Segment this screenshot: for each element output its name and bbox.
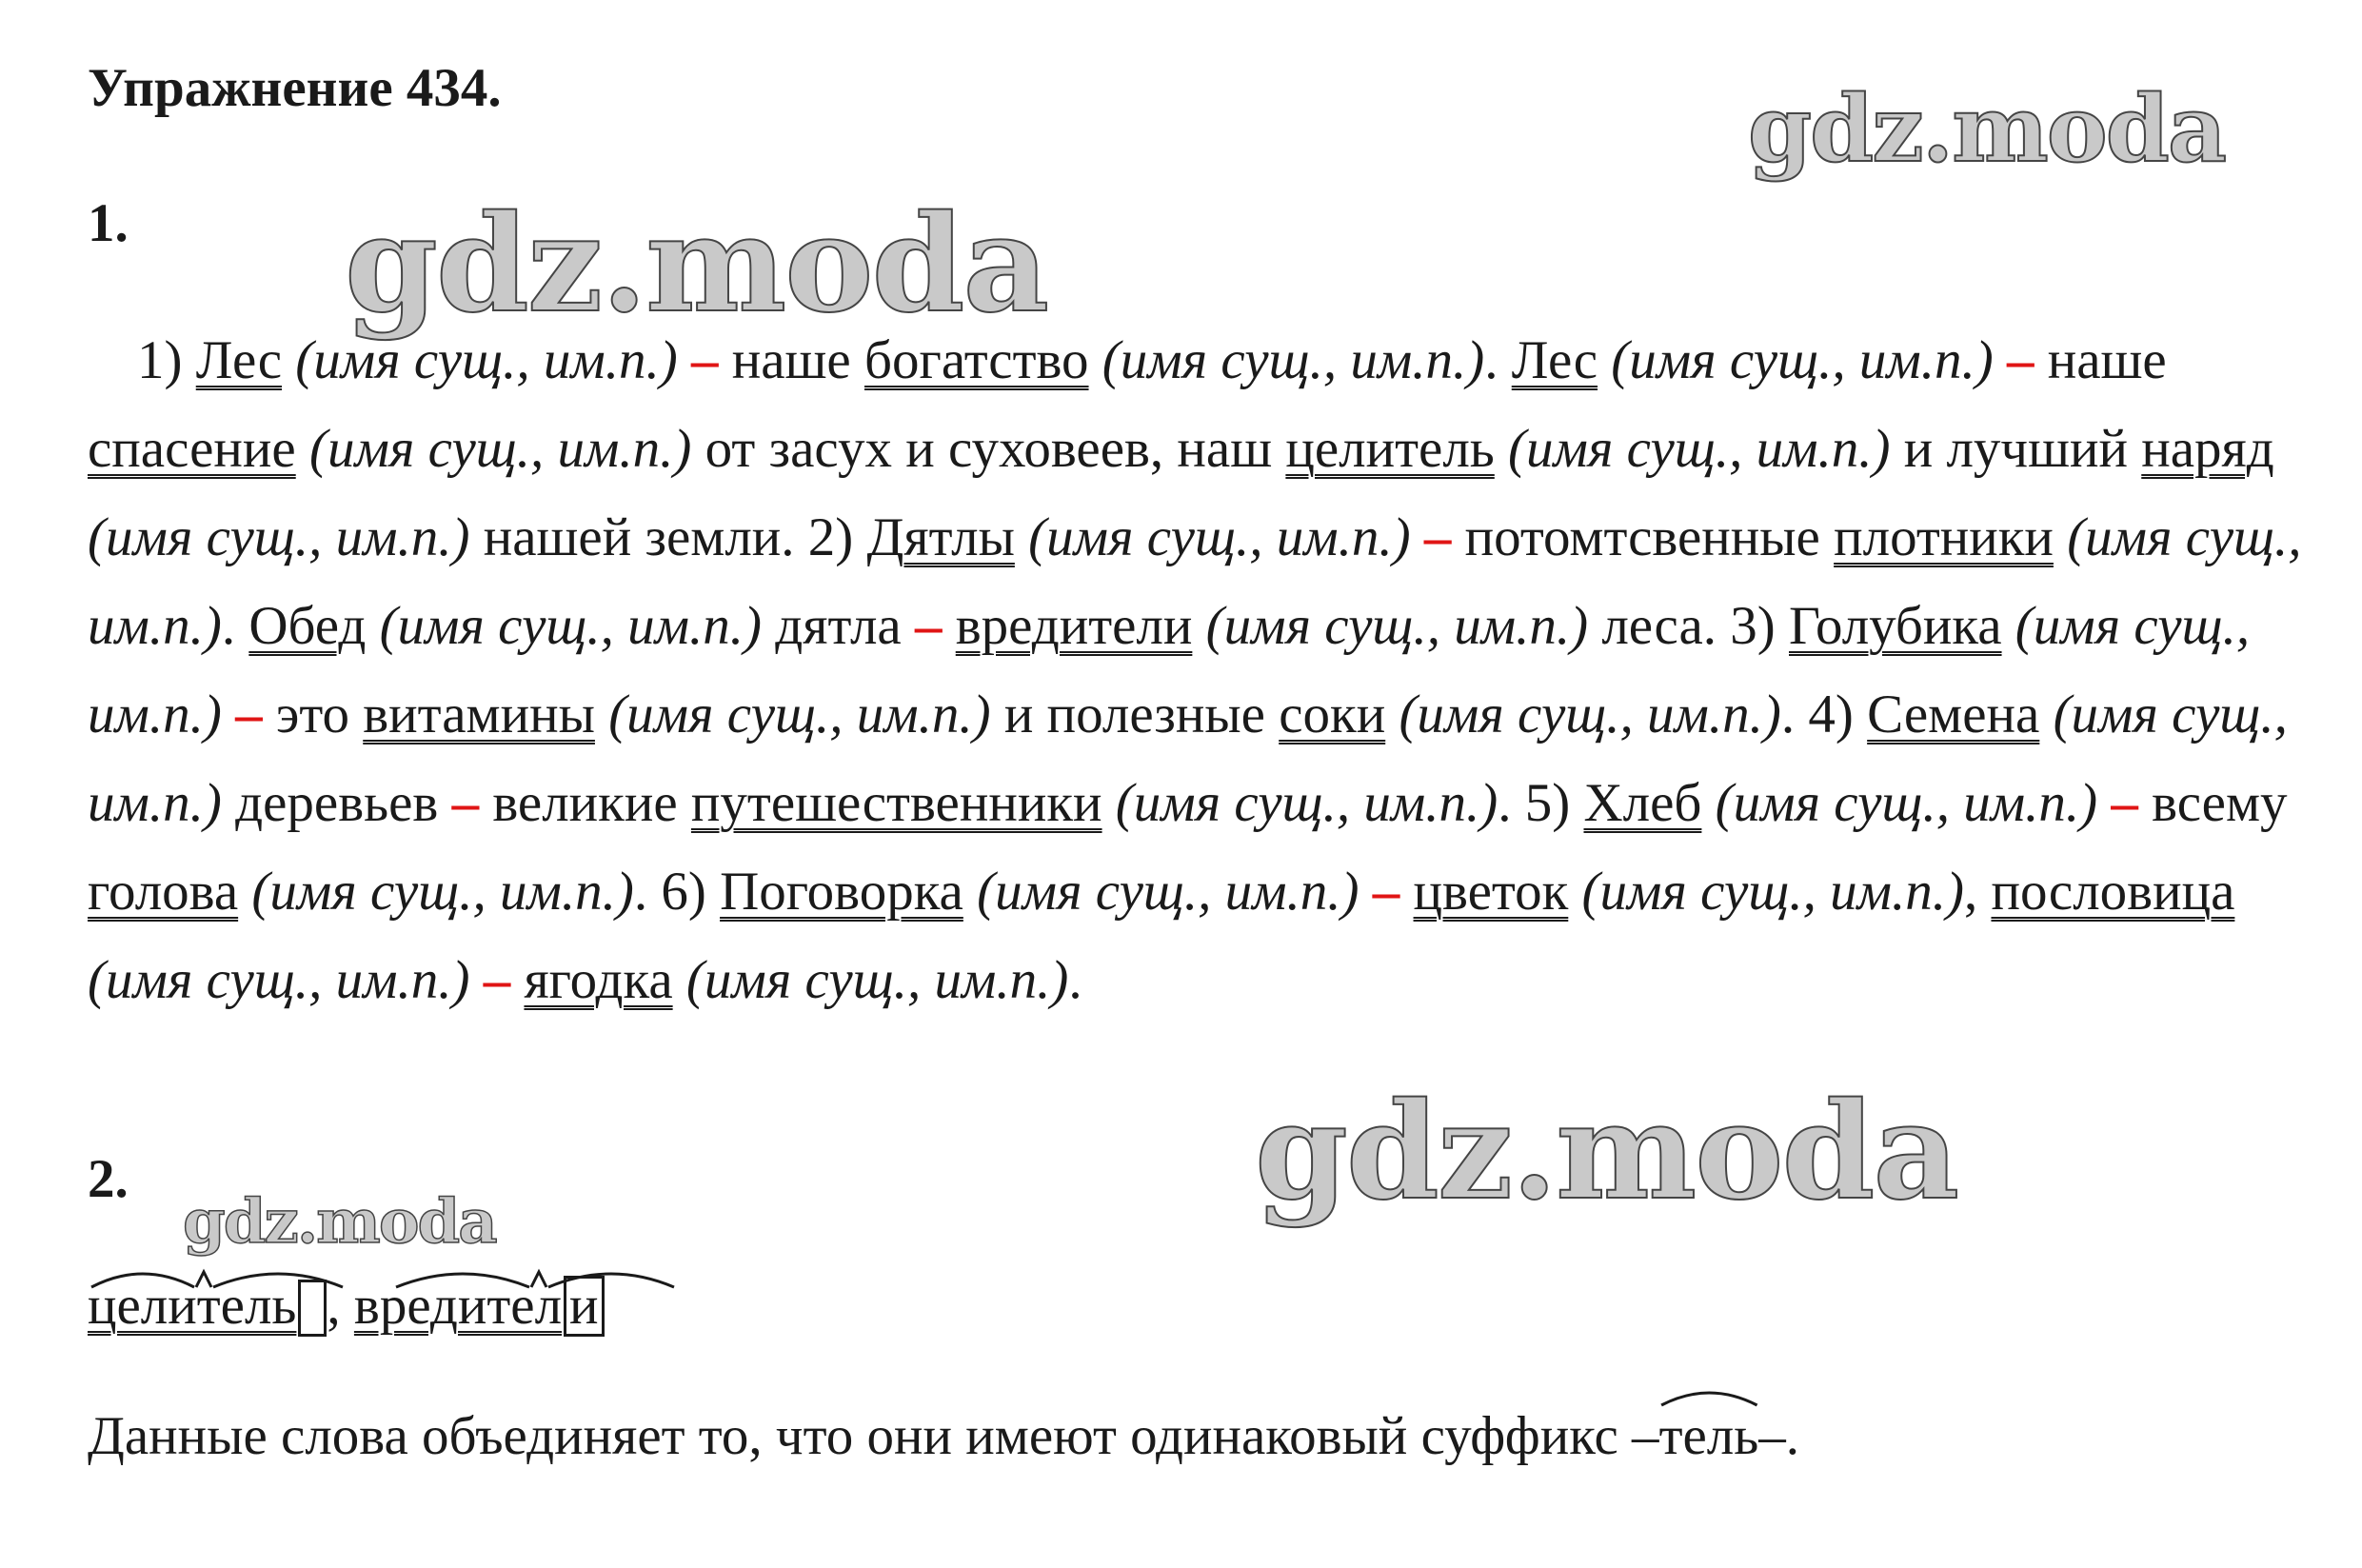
paragraph-text xyxy=(222,685,235,744)
paragraph-text xyxy=(2002,596,2015,656)
underlined-noun: Лес xyxy=(195,330,283,390)
section-2-number: 2. xyxy=(88,1149,129,1209)
paragraph-text xyxy=(1089,330,1102,390)
grammar-note: (имя сущ., им.п.) xyxy=(88,507,470,567)
grammar-note: (имя сущ., им.п.) xyxy=(1102,330,1485,390)
underlined-noun: спасение xyxy=(88,419,296,479)
underlined-noun: Хлеб xyxy=(1583,773,1702,833)
watermark-logo: gdz.moda xyxy=(1255,1074,1958,1230)
grammar-note: (имя сущ., им.п.) xyxy=(1581,862,1964,922)
underlined-noun: голова xyxy=(88,862,239,922)
paragraph-text xyxy=(1701,773,1715,833)
underlined-noun: Голубика xyxy=(1789,596,2002,656)
paragraph-text: деревьев xyxy=(221,773,452,833)
paragraph-text: наше xyxy=(2034,330,2167,390)
paragraph-text xyxy=(1192,596,1205,656)
dash: – xyxy=(1372,862,1400,922)
paragraph-text: всему xyxy=(2137,773,2288,833)
underlined-noun: Лес xyxy=(1511,330,1598,390)
grammar-note: (имя сущ., им.п.) xyxy=(1115,773,1499,833)
paragraph-text xyxy=(1015,507,1028,567)
paragraph-text xyxy=(1994,330,2007,390)
paragraph-text xyxy=(510,950,524,1010)
grammar-note: (имя сущ., им.п.) xyxy=(88,596,2251,744)
paragraph-text: великие xyxy=(479,773,691,833)
paragraph-text xyxy=(942,596,955,656)
grammar-note: (имя сущ., им.п.) xyxy=(251,862,634,922)
dash: – xyxy=(235,685,263,744)
dash: – xyxy=(690,330,719,390)
underlined-noun: Обед xyxy=(248,596,367,656)
paragraph-text: потомтсвенные xyxy=(1451,507,1835,567)
dash: – xyxy=(483,950,511,1010)
underlined-noun: путешественники xyxy=(690,773,1102,833)
dash: – xyxy=(1423,507,1452,567)
paragraph-text xyxy=(1411,507,1424,567)
underlined-noun: пословица xyxy=(1991,862,2235,922)
grammar-note: (имя сущ., им.п.) xyxy=(1205,596,1589,656)
grammar-note: (имя сущ., им.п.) xyxy=(88,685,2288,833)
grammar-note: (имя сущ., им.п.) xyxy=(88,507,2302,656)
underlined-noun: вредители xyxy=(955,596,1193,656)
paragraph-text: наше xyxy=(718,330,864,390)
grammar-note: (имя сущ., им.п.) xyxy=(1508,419,1891,479)
dash: – xyxy=(914,596,943,656)
section-1-number: 1. xyxy=(88,193,129,253)
paragraph-text xyxy=(673,950,686,1010)
watermark-logo: gdz.moda xyxy=(345,187,1048,343)
paragraph-text: . xyxy=(1068,950,1082,1010)
paragraph-text: . 5) xyxy=(1498,773,1584,833)
grammar-note: (имя сущ., им.п.) xyxy=(977,862,1360,922)
dash: – xyxy=(2006,330,2034,390)
paragraph-text xyxy=(963,862,977,922)
paragraph-text: леса. 3) xyxy=(1588,596,1790,656)
paragraph-text xyxy=(1495,419,1508,479)
dash: – xyxy=(451,773,480,833)
grammar-note: (имя сущ., им.п.) xyxy=(1399,685,1781,744)
paragraph-text: . 4) xyxy=(1780,685,1868,744)
paragraph-text: . 6) xyxy=(633,862,721,922)
grammar-note: (имя сущ., им.п.) xyxy=(308,419,692,479)
paragraph-text xyxy=(238,862,251,922)
grammar-note: (имя сущ., им.п.) xyxy=(1611,330,1994,390)
word-tselitel: целитель xyxy=(88,1276,297,1336)
paragraph-text: . xyxy=(1484,330,1512,390)
watermark-logo: gdz.moda xyxy=(183,1186,496,1258)
underlined-noun: Семена xyxy=(1867,685,2040,744)
paragraph-text xyxy=(2097,773,2111,833)
paragraph-text: нашей земли. 2) xyxy=(469,507,867,567)
underlined-noun: ягодка xyxy=(524,950,673,1010)
paragraph-text xyxy=(1385,685,1399,744)
conclusion-sentence xyxy=(88,1407,1799,1467)
grammar-note: (имя сущ., им.п.) xyxy=(1715,773,2098,833)
paragraph-text: 1) xyxy=(137,330,196,390)
paragraph-text: и лучший xyxy=(1890,419,2142,479)
underlined-noun: целитель xyxy=(1285,419,1495,479)
suffix-text: тель xyxy=(1658,1406,1759,1466)
conclusion-end: –. xyxy=(1758,1406,1799,1466)
comma-separator: , xyxy=(327,1276,354,1336)
word-vrediteli: вредител xyxy=(353,1276,563,1336)
paragraph-text: , xyxy=(1963,862,1992,922)
underlined-noun: цветок xyxy=(1413,862,1569,922)
underlined-noun: плотники xyxy=(1834,507,2054,567)
paragraph-text xyxy=(366,596,379,656)
underlined-noun: соки xyxy=(1279,685,1386,744)
paragraph-text xyxy=(1399,862,1413,922)
paragraph-text: это xyxy=(262,685,364,744)
underlined-noun: Поговорка xyxy=(720,862,963,922)
grammar-note: (имя сущ., им.п.) xyxy=(379,596,763,656)
paragraph-text: от засух и суховеев, наш xyxy=(691,419,1286,479)
dash: – xyxy=(2111,773,2138,833)
paragraph-text xyxy=(2054,507,2067,567)
exercise-heading: Упражнение 434. xyxy=(88,58,502,118)
grammar-note: (имя сущ., им.п.) xyxy=(295,330,678,390)
paragraph-text xyxy=(469,950,483,1010)
underlined-noun: витамины xyxy=(363,685,595,744)
morpheme-words xyxy=(88,1276,605,1337)
paragraph-text xyxy=(282,330,295,390)
paragraph-text xyxy=(595,685,608,744)
paragraph-text xyxy=(1360,862,1373,922)
grammar-note: (имя сущ., им.п.) xyxy=(685,950,1069,1010)
watermark-logo: gdz.moda xyxy=(1748,75,2226,183)
grammar-note: (имя сущ., им.п.) xyxy=(1028,507,1411,567)
paragraph-text: и полезные xyxy=(990,685,1280,744)
underlined-noun: Дятлы xyxy=(866,507,1015,567)
suffix-arc-mark xyxy=(1659,1379,1759,1407)
paragraph-text: дятла xyxy=(762,596,915,656)
zero-ending-box xyxy=(298,1280,327,1337)
underlined-noun: богатство xyxy=(863,330,1089,390)
paragraph-text: . xyxy=(221,596,249,656)
grammar-note: (имя сущ., им.п.) xyxy=(88,950,470,1010)
paragraph-text xyxy=(2039,685,2053,744)
paragraph-text xyxy=(1102,773,1116,833)
ending-box: и xyxy=(564,1276,605,1337)
paragraph-text xyxy=(1598,330,1611,390)
conclusion-text: Данные слова объединяет то, что они имеют одинаковый суффикс – xyxy=(88,1406,1659,1466)
paragraph-text xyxy=(296,419,309,479)
grammar-note: (имя сущ., им.п.) xyxy=(608,685,991,744)
underlined-noun: наряд xyxy=(2141,419,2274,479)
answer-paragraph xyxy=(88,316,2334,1024)
paragraph-text xyxy=(1568,862,1581,922)
suffix-tel xyxy=(1659,1407,1759,1467)
